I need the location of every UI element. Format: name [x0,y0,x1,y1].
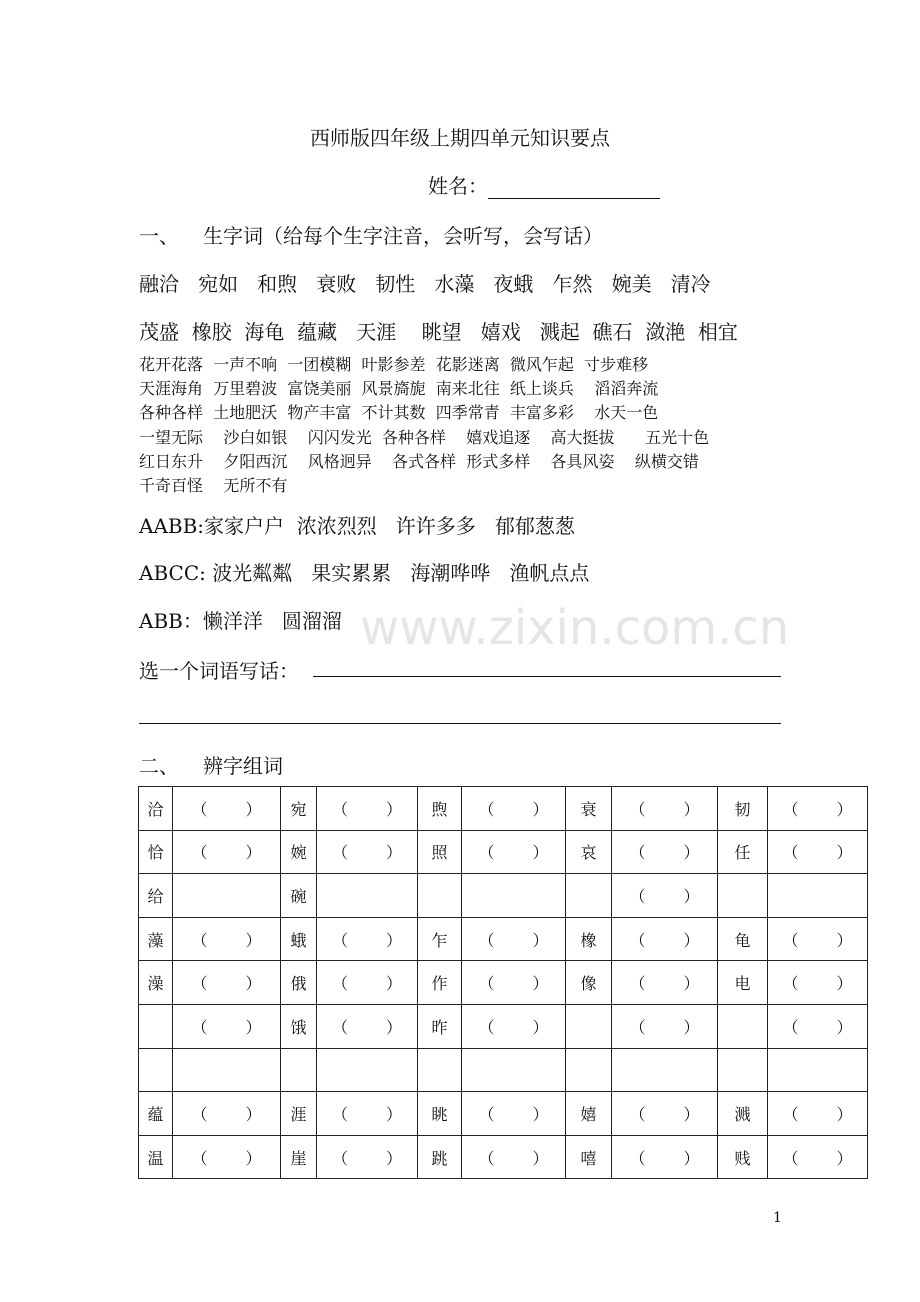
answer-cell[interactable] [462,1135,566,1179]
pattern-aabb: AABB:家家户户 浓浓烈烈 许许多多 郁郁葱葱 [139,514,575,538]
paren-left: （ [629,930,646,950]
name-label: 姓名： [428,174,488,198]
answer-cell[interactable] [612,787,718,831]
answer-cell[interactable] [462,787,566,831]
paren-right: ） [532,1104,549,1124]
table-row [139,1135,868,1179]
answer-parentheses [630,971,700,994]
answer-parentheses [192,1102,262,1125]
char-cell [139,1048,173,1092]
answer-cell[interactable] [462,1092,566,1136]
answer-parentheses [630,840,700,863]
char-cell: 昨 [418,1004,462,1048]
paren-left: （ [191,843,208,863]
char-cell: 蛾 [281,917,317,961]
answer-parentheses [479,1015,549,1038]
paren-left: （ [332,843,349,863]
section1-title: 生字词（给每个生字注音，会听写，会写话） [203,224,603,248]
pattern-abb: ABB：懒洋洋 圆溜溜 [139,609,342,633]
char-cell: 照 [418,830,462,874]
paren-right: ） [836,1148,853,1168]
answer-cell[interactable] [612,1004,718,1048]
answer-cell[interactable] [612,1048,718,1092]
char-cell [566,874,612,918]
char-cell: 乍 [418,917,462,961]
paren-left: （ [332,974,349,994]
paren-right: ） [532,1148,549,1168]
answer-parentheses [783,797,853,820]
answer-cell[interactable] [317,1135,418,1179]
char-cell: 崖 [281,1135,317,1179]
paren-right: ） [385,1017,402,1037]
paren-left: （ [332,1148,349,1168]
section2-heading [139,750,283,779]
answer-cell[interactable] [462,874,566,918]
answer-parentheses [192,1015,262,1038]
idiom-line: 一望无际 沙白如银 闪闪发光 各种各样 嬉戏追逐 高大挺拔 五光十色 [139,427,710,447]
char-cell: 衰 [566,787,612,831]
paren-left: （ [782,1104,799,1124]
answer-parentheses [783,840,853,863]
idiom-line: 各种各样 土地肥沃 物产丰富 不计其数 四季常青 丰富多彩 水天一色 [139,403,659,423]
paren-right: ） [836,1104,853,1124]
paren-right: ） [245,843,262,863]
word-grid-table [138,786,868,1179]
paren-left: （ [478,974,495,994]
paren-right: ） [385,930,402,950]
paren-left: （ [629,974,646,994]
answer-cell[interactable] [317,874,418,918]
paren-right: ） [385,974,402,994]
answer-parentheses [479,1102,549,1125]
char-cell [718,1004,768,1048]
answer-cell[interactable] [768,1092,868,1136]
paren-left: （ [191,930,208,950]
paren-right: ） [385,843,402,863]
paren-right: ） [245,1148,262,1168]
write-line-2[interactable] [139,723,781,724]
char-cell [566,1004,612,1048]
char-cell: 煦 [418,787,462,831]
char-cell: 嬉 [566,1092,612,1136]
answer-parentheses [192,840,262,863]
answer-cell[interactable] [612,961,718,1005]
char-cell: 婉 [281,830,317,874]
table-row [139,874,868,918]
paren-right: ） [245,930,262,950]
answer-parentheses [479,928,549,951]
answer-cell[interactable] [317,1004,418,1048]
paren-left: （ [191,974,208,994]
paren-right: ） [836,799,853,819]
answer-cell[interactable] [612,917,718,961]
paren-right: ） [245,974,262,994]
answer-parentheses [332,1102,402,1125]
paren-left: （ [629,843,646,863]
paren-left: （ [782,843,799,863]
paren-right: ） [836,974,853,994]
answer-parentheses [630,1015,700,1038]
answer-cell[interactable] [768,787,868,831]
answer-cell[interactable] [317,1048,418,1092]
answer-parentheses [630,1102,700,1125]
answer-parentheses [783,1015,853,1038]
answer-cell[interactable] [173,961,281,1005]
char-cell: 龟 [718,917,768,961]
paren-right: ） [836,1017,853,1037]
words-row-2: 茂盛 橡胶 海龟 蕴藏 天涯 眺望 嬉戏 溅起 礁石 潋滟 相宜 [139,320,738,344]
char-cell: 嘻 [566,1135,612,1179]
watermark: www.zixin.com.cn [360,600,790,656]
answer-cell[interactable] [768,1135,868,1179]
char-cell: 俄 [281,961,317,1005]
answer-parentheses [332,971,402,994]
table-row [139,1092,868,1136]
char-cell: 洽 [139,787,173,831]
char-cell [418,1048,462,1092]
answer-cell[interactable] [612,1092,718,1136]
paren-left: （ [629,1017,646,1037]
answer-cell[interactable] [317,961,418,1005]
answer-cell[interactable] [462,1048,566,1092]
char-cell: 宛 [281,787,317,831]
answer-cell[interactable] [612,1135,718,1179]
paren-right: ） [245,799,262,819]
words-row-1: 融洽 宛如 和煦 衰败 韧性 水藻 夜蛾 乍然 婉美 清冷 [139,272,711,296]
paren-right: ） [385,799,402,819]
answer-parentheses [630,884,700,907]
paren-left: （ [782,1148,799,1168]
table-row [139,787,868,831]
answer-cell[interactable] [173,917,281,961]
paren-right: ） [532,974,549,994]
char-cell: 眺 [418,1092,462,1136]
answer-parentheses [192,928,262,951]
answer-parentheses [783,928,853,951]
char-cell: 韧 [718,787,768,831]
answer-parentheses [630,797,700,820]
table-row [139,961,868,1005]
char-cell: 蕴 [139,1092,173,1136]
paren-right: ） [385,1104,402,1124]
paren-right: ） [385,1148,402,1168]
paren-left: （ [191,799,208,819]
paren-left: （ [478,799,495,819]
char-cell: 作 [418,961,462,1005]
answer-cell[interactable] [612,874,718,918]
pattern-abcc: ABCC: 波光粼粼 果实累累 海潮哗哗 渔帆点点 [139,561,590,585]
char-cell: 恰 [139,830,173,874]
table-row [139,1004,868,1048]
paren-right: ） [683,843,700,863]
answer-parentheses [332,797,402,820]
paren-right: ） [683,930,700,950]
char-cell: 哀 [566,830,612,874]
char-cell: 藻 [139,917,173,961]
answer-parentheses [332,840,402,863]
char-cell: 橡 [566,917,612,961]
answer-cell[interactable] [612,830,718,874]
idiom-line: 天涯海角 万里碧波 富饶美丽 风景旖旎 南来北往 纸上谈兵 滔滔奔流 [139,379,659,399]
paren-left: （ [191,1148,208,1168]
answer-cell[interactable] [768,917,868,961]
page-number: 1 [773,1210,782,1226]
section1-heading [139,220,603,249]
answer-parentheses [192,797,262,820]
paren-left: （ [782,974,799,994]
char-cell [418,874,462,918]
answer-parentheses [192,971,262,994]
page-title: 西师版四年级上期四单元知识要点 [310,126,610,150]
paren-right: ） [683,974,700,994]
paren-left: （ [782,799,799,819]
table-row [139,1048,868,1092]
answer-parentheses [479,971,549,994]
char-cell: 饿 [281,1004,317,1048]
paren-left: （ [478,930,495,950]
paren-left: （ [478,843,495,863]
answer-parentheses [783,971,853,994]
paren-right: ） [532,799,549,819]
paren-left: （ [629,886,646,906]
answer-cell[interactable] [173,1092,281,1136]
write-line-1[interactable] [313,676,781,677]
char-cell: 澡 [139,961,173,1005]
char-cell [281,1048,317,1092]
char-cell: 碗 [281,874,317,918]
char-cell: 跳 [418,1135,462,1179]
name-blank[interactable] [488,176,660,199]
paren-right: ） [532,930,549,950]
answer-parentheses [479,797,549,820]
paren-right: ） [683,1104,700,1124]
char-cell: 涯 [281,1092,317,1136]
paren-left: （ [332,1104,349,1124]
answer-cell[interactable] [768,961,868,1005]
paren-right: ） [532,843,549,863]
char-cell: 像 [566,961,612,1005]
paren-left: （ [782,930,799,950]
answer-cell[interactable] [462,917,566,961]
answer-parentheses [783,1102,853,1125]
table-row [139,917,868,961]
answer-cell[interactable] [768,1004,868,1048]
answer-cell[interactable] [173,874,281,918]
char-cell [139,1004,173,1048]
name-field [428,170,660,199]
paren-left: （ [782,1017,799,1037]
char-cell: 温 [139,1135,173,1179]
answer-cell[interactable] [173,787,281,831]
answer-cell[interactable] [462,1004,566,1048]
answer-parentheses [479,1146,549,1169]
section2-title: 辨字组词 [203,754,283,778]
paren-left: （ [332,930,349,950]
answer-parentheses [630,1146,700,1169]
answer-cell[interactable] [768,830,868,874]
answer-parentheses [479,840,549,863]
answer-cell[interactable] [768,1048,868,1092]
answer-parentheses [332,1015,402,1038]
answer-cell[interactable] [768,874,868,918]
paren-right: ） [683,1017,700,1037]
char-cell [718,874,768,918]
answer-parentheses [332,928,402,951]
paren-left: （ [629,1148,646,1168]
paren-right: ） [836,930,853,950]
idiom-line: 千奇百怪 无所不有 [139,476,288,496]
paren-left: （ [478,1017,495,1037]
answer-parentheses [332,1146,402,1169]
paren-right: ） [245,1017,262,1037]
table-row [139,830,868,874]
paren-left: （ [478,1104,495,1124]
paren-right: ） [683,1148,700,1168]
section2-number: 二、 [139,754,179,778]
paren-left: （ [191,1017,208,1037]
paren-right: ） [683,799,700,819]
char-cell: 电 [718,961,768,1005]
answer-cell[interactable] [317,917,418,961]
section1-number: 一、 [139,224,179,248]
paren-right: ） [532,1017,549,1037]
answer-cell[interactable] [173,1135,281,1179]
answer-cell[interactable] [317,787,418,831]
char-cell [566,1048,612,1092]
char-cell: 任 [718,830,768,874]
answer-cell[interactable] [317,1092,418,1136]
answer-cell[interactable] [317,830,418,874]
answer-parentheses [630,928,700,951]
char-cell [718,1048,768,1092]
answer-cell[interactable] [173,1004,281,1048]
idiom-line: 红日东升 夕阳西沉 风格迥异 各式各样 形式多样 各具风姿 纵横交错 [139,451,699,471]
paren-left: （ [629,1104,646,1124]
paren-left: （ [629,799,646,819]
answer-cell[interactable] [173,1048,281,1092]
paren-left: （ [332,799,349,819]
paren-left: （ [332,1017,349,1037]
answer-cell[interactable] [462,830,566,874]
write-prompt: 选一个词语写话： [139,659,299,683]
char-cell: 溅 [718,1092,768,1136]
char-cell: 给 [139,874,173,918]
idiom-list [139,353,839,498]
idiom-line: 花开花落 一声不响 一团模糊 叶影参差 花影迷离 微风乍起 寸步难移 [139,355,649,374]
paren-left: （ [191,1104,208,1124]
paren-right: ） [836,843,853,863]
answer-cell[interactable] [173,830,281,874]
paren-right: ） [245,1104,262,1124]
answer-parentheses [783,1146,853,1169]
answer-cell[interactable] [462,961,566,1005]
char-cell: 贱 [718,1135,768,1179]
answer-parentheses [192,1146,262,1169]
paren-left: （ [478,1148,495,1168]
paren-right: ） [683,886,700,906]
